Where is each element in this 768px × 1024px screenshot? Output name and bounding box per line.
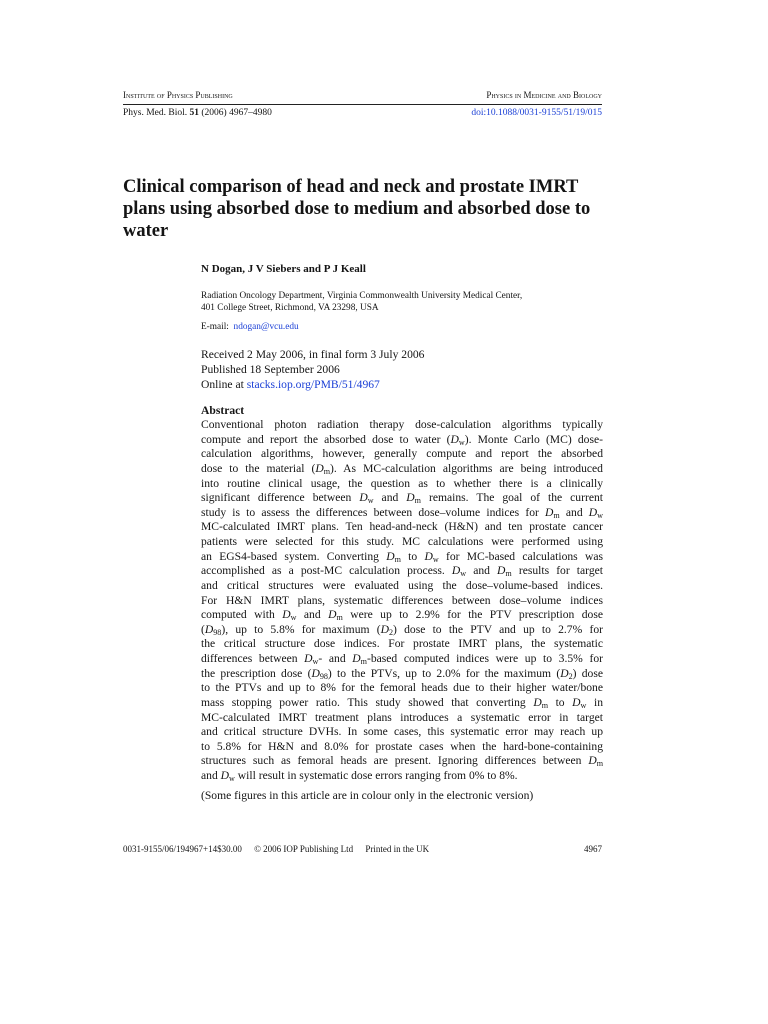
abstract-line: significant difference between $D_w$ and $D_m$ remains. The goal of the current (201, 491, 603, 506)
journal-name: Physics in Medicine and Biology (486, 90, 602, 100)
abstract-line: an EGS4-based system. Converting $D_m$ to $D_w$ for MC-based calculations was (201, 549, 603, 564)
abstract-line: structures such as femoral heads are present. Ignoring differences between $D_m$ (201, 754, 603, 769)
abstract-line: MC-calculated IMRT treatment plans introduces a systematic error in target (201, 710, 603, 724)
copyright: © 2006 IOP Publishing Ltd (254, 844, 354, 854)
abstract-line: MC-calculated IMRT plans. Ten head-and-neck (H&N) and ten prostate cancer (201, 520, 603, 534)
email-link[interactable]: ndogan@vcu.edu (233, 322, 299, 332)
email-label: E-mail: (201, 322, 229, 332)
abstract-line: to 5.8% for H&N and 8.0% for prostate cases when the hard-bone-containing (201, 739, 603, 753)
abstract-line: and $D_w$ will result in systematic dose errors ranging from 0% to 8%. (201, 769, 518, 784)
author-list: N Dogan, J V Siebers and P J Keall (201, 263, 366, 275)
abstract-line: and critical structure DVHs. In some cases, this systematic error may reach up (201, 725, 603, 739)
abstract-line: mass stopping power ratio. This study showed that converting $D_m$ to $D_w$ in (201, 695, 603, 710)
article-code: 0031-9155/06/194967+14$30.00 (123, 844, 242, 854)
citation-row (123, 108, 602, 118)
abstract-line: study is to assess the differences between dose–volume indices for $D_m$ and $D_w$ (201, 505, 604, 520)
abstract-line: computed with $D_w$ and $D_m$ were up to 2.9% for the PTV prescription dose (201, 608, 603, 623)
email-line (201, 322, 299, 332)
abstract-line: For H&N IMRT plans, systematic differences between dose–volume indices (201, 593, 603, 607)
online-line: Online at stacks.iop.org/PMB/51/4967 (201, 378, 380, 391)
affiliation-line: 401 College Street, Richmond, VA 23298, USA (201, 303, 379, 313)
received-date: Received 2 May 2006, in final form 3 July 2006 (201, 348, 425, 361)
publisher-name: Institute of Physics Publishing (123, 90, 233, 100)
citation: Phys. Med. Biol. 51 (2006) 4967–4980 (123, 108, 272, 118)
abstract-line: differences between $D_w-$ and $D_m$-based computed indices were up to 3.5% for (201, 652, 603, 667)
abstract-text (201, 418, 603, 784)
volume-number: 51 (189, 108, 200, 118)
abstract-line: Conventional photon radiation therapy dose-calculation algorithms typically (201, 418, 603, 431)
abstract-line: dose to the material $(D_m)$. As MC-calculation algorithms are being introduced (201, 461, 603, 476)
page-footer (123, 844, 602, 854)
abstract-line: into routine clinical usage, the question as to whether there is a clinically (201, 476, 603, 490)
abstract-line: and critical structures were evaluated using the dose–volume-based indices. (201, 578, 603, 592)
colour-note: (Some figures in this article are in colour only in the electronic version) (201, 789, 534, 802)
published-date: Published 18 September 2006 (201, 363, 340, 376)
abstract-line: the critical structure dose indices. For prostate IMRT plans, the systematic (201, 637, 603, 651)
header-rule (123, 104, 602, 105)
abstract-line: to the PTVs and up to 8% for the femoral heads due to their higher water/bone (201, 681, 603, 695)
abstract-line: the prescription dose $(D_{98})$ to the PTVs, up to 2.0% for the maximum $(D_2)$ dose (201, 666, 603, 681)
affiliation (201, 290, 522, 314)
article-dates (201, 347, 424, 392)
running-header (123, 90, 602, 100)
page-number: 4967 (584, 844, 602, 854)
abstract-line: compute and report the absorbed dose to water $(D_w)$. Monte Carlo (MC) dose- (201, 432, 603, 447)
printed-in: Printed in the UK (365, 844, 430, 854)
abstract-heading: Abstract (201, 404, 245, 417)
abstract-line: accomplished as a post-MC calculation process. $D_w$ and $D_m$ results for target (201, 564, 603, 579)
online-url-link[interactable]: stacks.iop.org/PMB/51/4967 (246, 378, 380, 391)
abstract-line: calculation algorithms, however, generally compute and report the absorbed (201, 447, 603, 461)
abstract-line: patients were selected for this study. MC calculations were performed using (201, 535, 603, 548)
footer-info (123, 844, 439, 854)
affiliation-line: Radiation Oncology Department, Virginia Commonwealth University Medical Center, (201, 291, 523, 301)
doi-link[interactable]: doi:10.1088/0031-9155/51/19/015 (471, 108, 602, 118)
abstract-line: $(D_{98})$, up to 5.8% for maximum $(D_2)$ dose to the PTV and up to 2.7% for (201, 622, 604, 637)
article-title: Clinical comparison of head and neck and prostate IMRT plans using absorbed dose to medium and absorbed dose to water (123, 177, 591, 241)
